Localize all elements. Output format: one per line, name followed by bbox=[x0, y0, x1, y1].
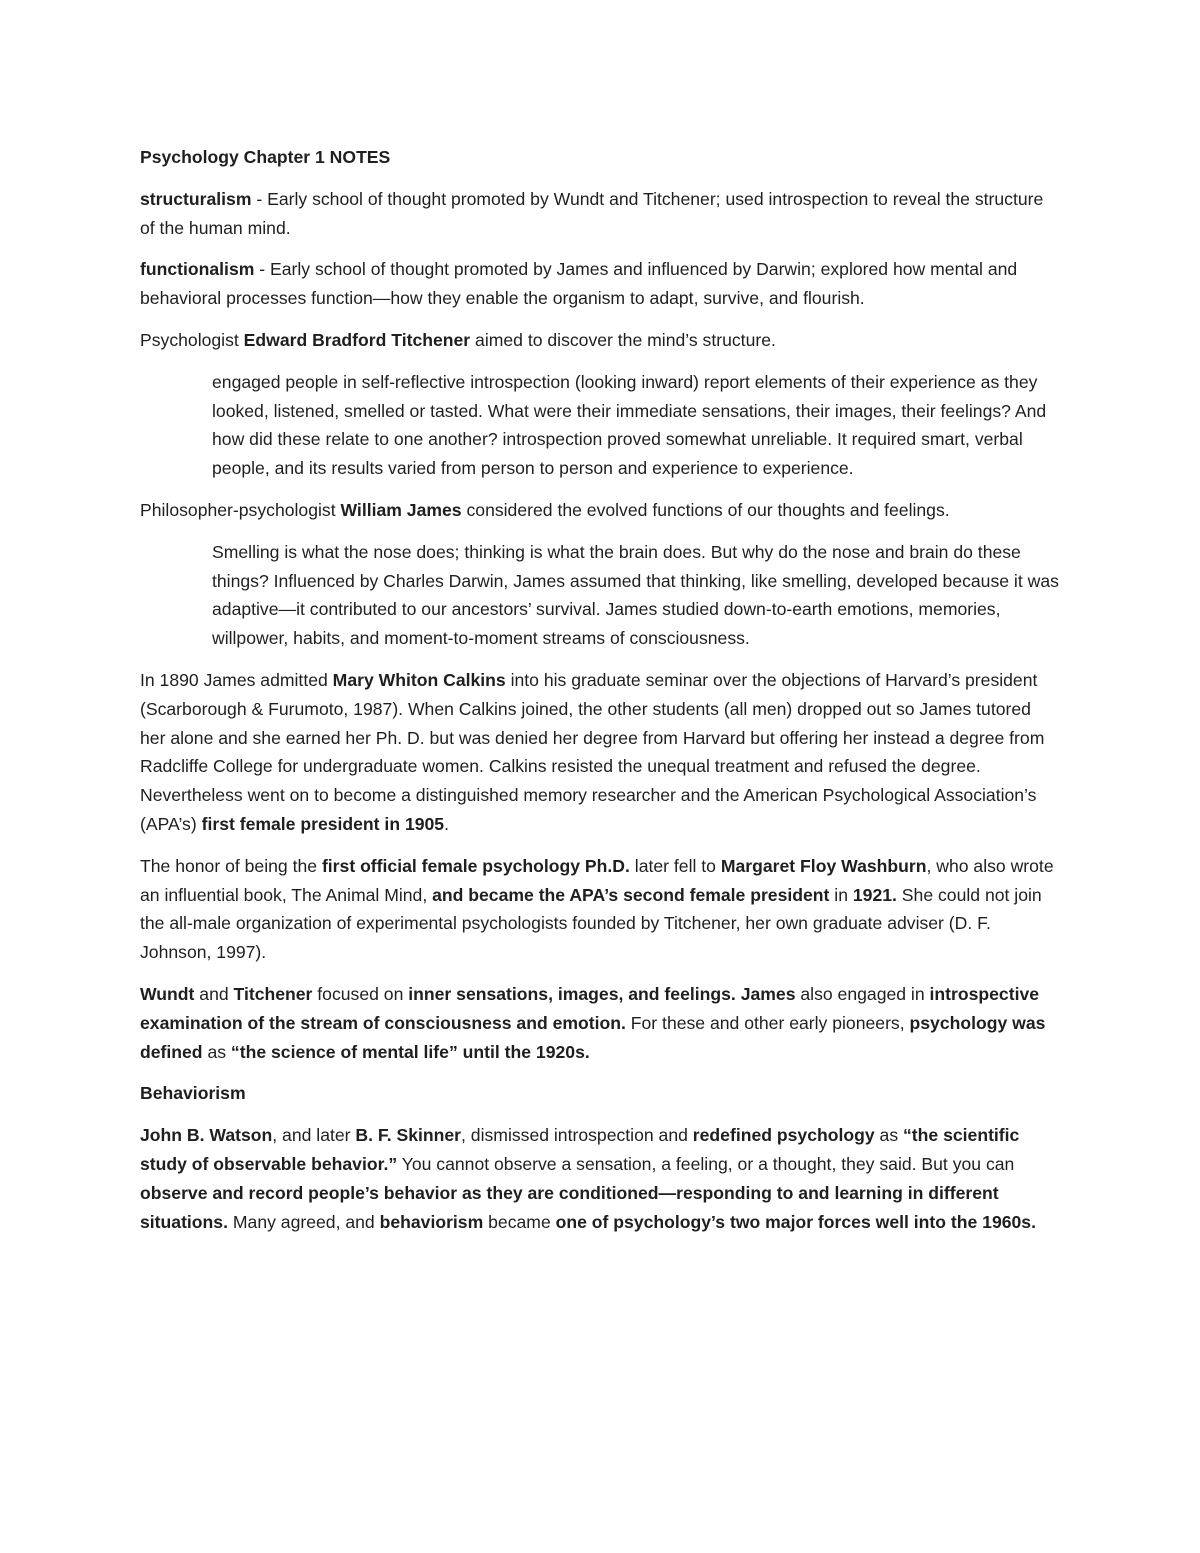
watson-paragraph: John B. Watson, and later B. F. Skinner, dismissed introspection and redefined psychology as “the scientific study of observable behavior.” You cannot observe a sensation, a feeling, or a thought, they said. But you can observe and record people’s behavior as they are conditioned—responding to and learning in different situations. Many agreed, and behaviorism became one of psychology’s two major forces well into the 1960s. bbox=[140, 1125, 1036, 1232]
behaviorism-heading: Behaviorism bbox=[140, 1083, 246, 1104]
functionalism-term: functionalism bbox=[140, 259, 255, 280]
calkins-paragraph: In 1890 James admitted Mary Whiton Calkins into his graduate seminar over the objections of Harvard’s president (Scarborough & Furumoto, 1987). When Calkins joined, the other students (all men) dropped out so James tutored her alone and she earned her Ph. D. but was denied her degree from Harvard but offering her instead a degree from Radcliffe College for undergraduate women. Calkins resisted the unequal treatment and refused the degree. Nevertheless went on to become a distinguished memory researcher and the American Psychological Association’s (APA’s) first female president in 1905. bbox=[140, 669, 1045, 834]
page-title: Psychology Chapter 1 NOTES bbox=[140, 147, 391, 167]
washburn-paragraph: The honor of being the first official female psychology Ph.D. later fell to Margaret Floy Washburn, who also wrote an influential book, The Animal Mind, and became the APA’s second female president in 1921. She could not join the all-male organization of experimental psychologists founded by Titchener, her own graduate adviser (D. F. Johnson, 1997). bbox=[140, 855, 1054, 963]
titchener-detail: engaged people in self-reflective introspection (looking inward) report elements of their experience as they looked, listened, smelled or tasted. What were their immediate sensations, their images, their feelings? And how did these relate to one another? introspection proved somewhat unreliable. It required smart, verbal people, and its results varied from person to person and experience to experience. bbox=[212, 371, 1047, 479]
document-body bbox=[140, 143, 1060, 1249]
wundt-paragraph: Wundt and Titchener focused on inner sensations, images, and feelings. James also engaged in introspective examination of the stream of consciousness and emotion. For these and other early pioneers, psychology was defined as “the science of mental life” until the 1920s. bbox=[140, 983, 1046, 1062]
structuralism-term: structuralism bbox=[140, 188, 252, 209]
structuralism-definition: structuralism - Early school of thought promoted by Wundt and Titchener; used introspection to reveal the structure of the human mind. bbox=[140, 188, 1044, 238]
james-paragraph: Philosopher-psychologist William James considered the evolved functions of our thoughts and feelings. bbox=[140, 499, 950, 520]
functionalism-definition: functionalism - Early school of thought promoted by James and influenced by Darwin; explored how mental and behavioral processes function—how they enable the organism to adapt, survive, and flourish. bbox=[140, 259, 1018, 309]
james-detail: Smelling is what the nose does; thinking is what the brain does. But why do the nose and brain do these things? Influenced by Charles Darwin, James assumed that thinking, like smelling, developed because it was adaptive—it contributed to our ancestors’ survival. James studied down-to-earth emotions, memories, willpower, habits, and moment-to-moment streams of consciousness. bbox=[212, 541, 1059, 649]
titchener-paragraph: Psychologist Edward Bradford Titchener aimed to discover the mind’s structure. bbox=[140, 329, 776, 350]
